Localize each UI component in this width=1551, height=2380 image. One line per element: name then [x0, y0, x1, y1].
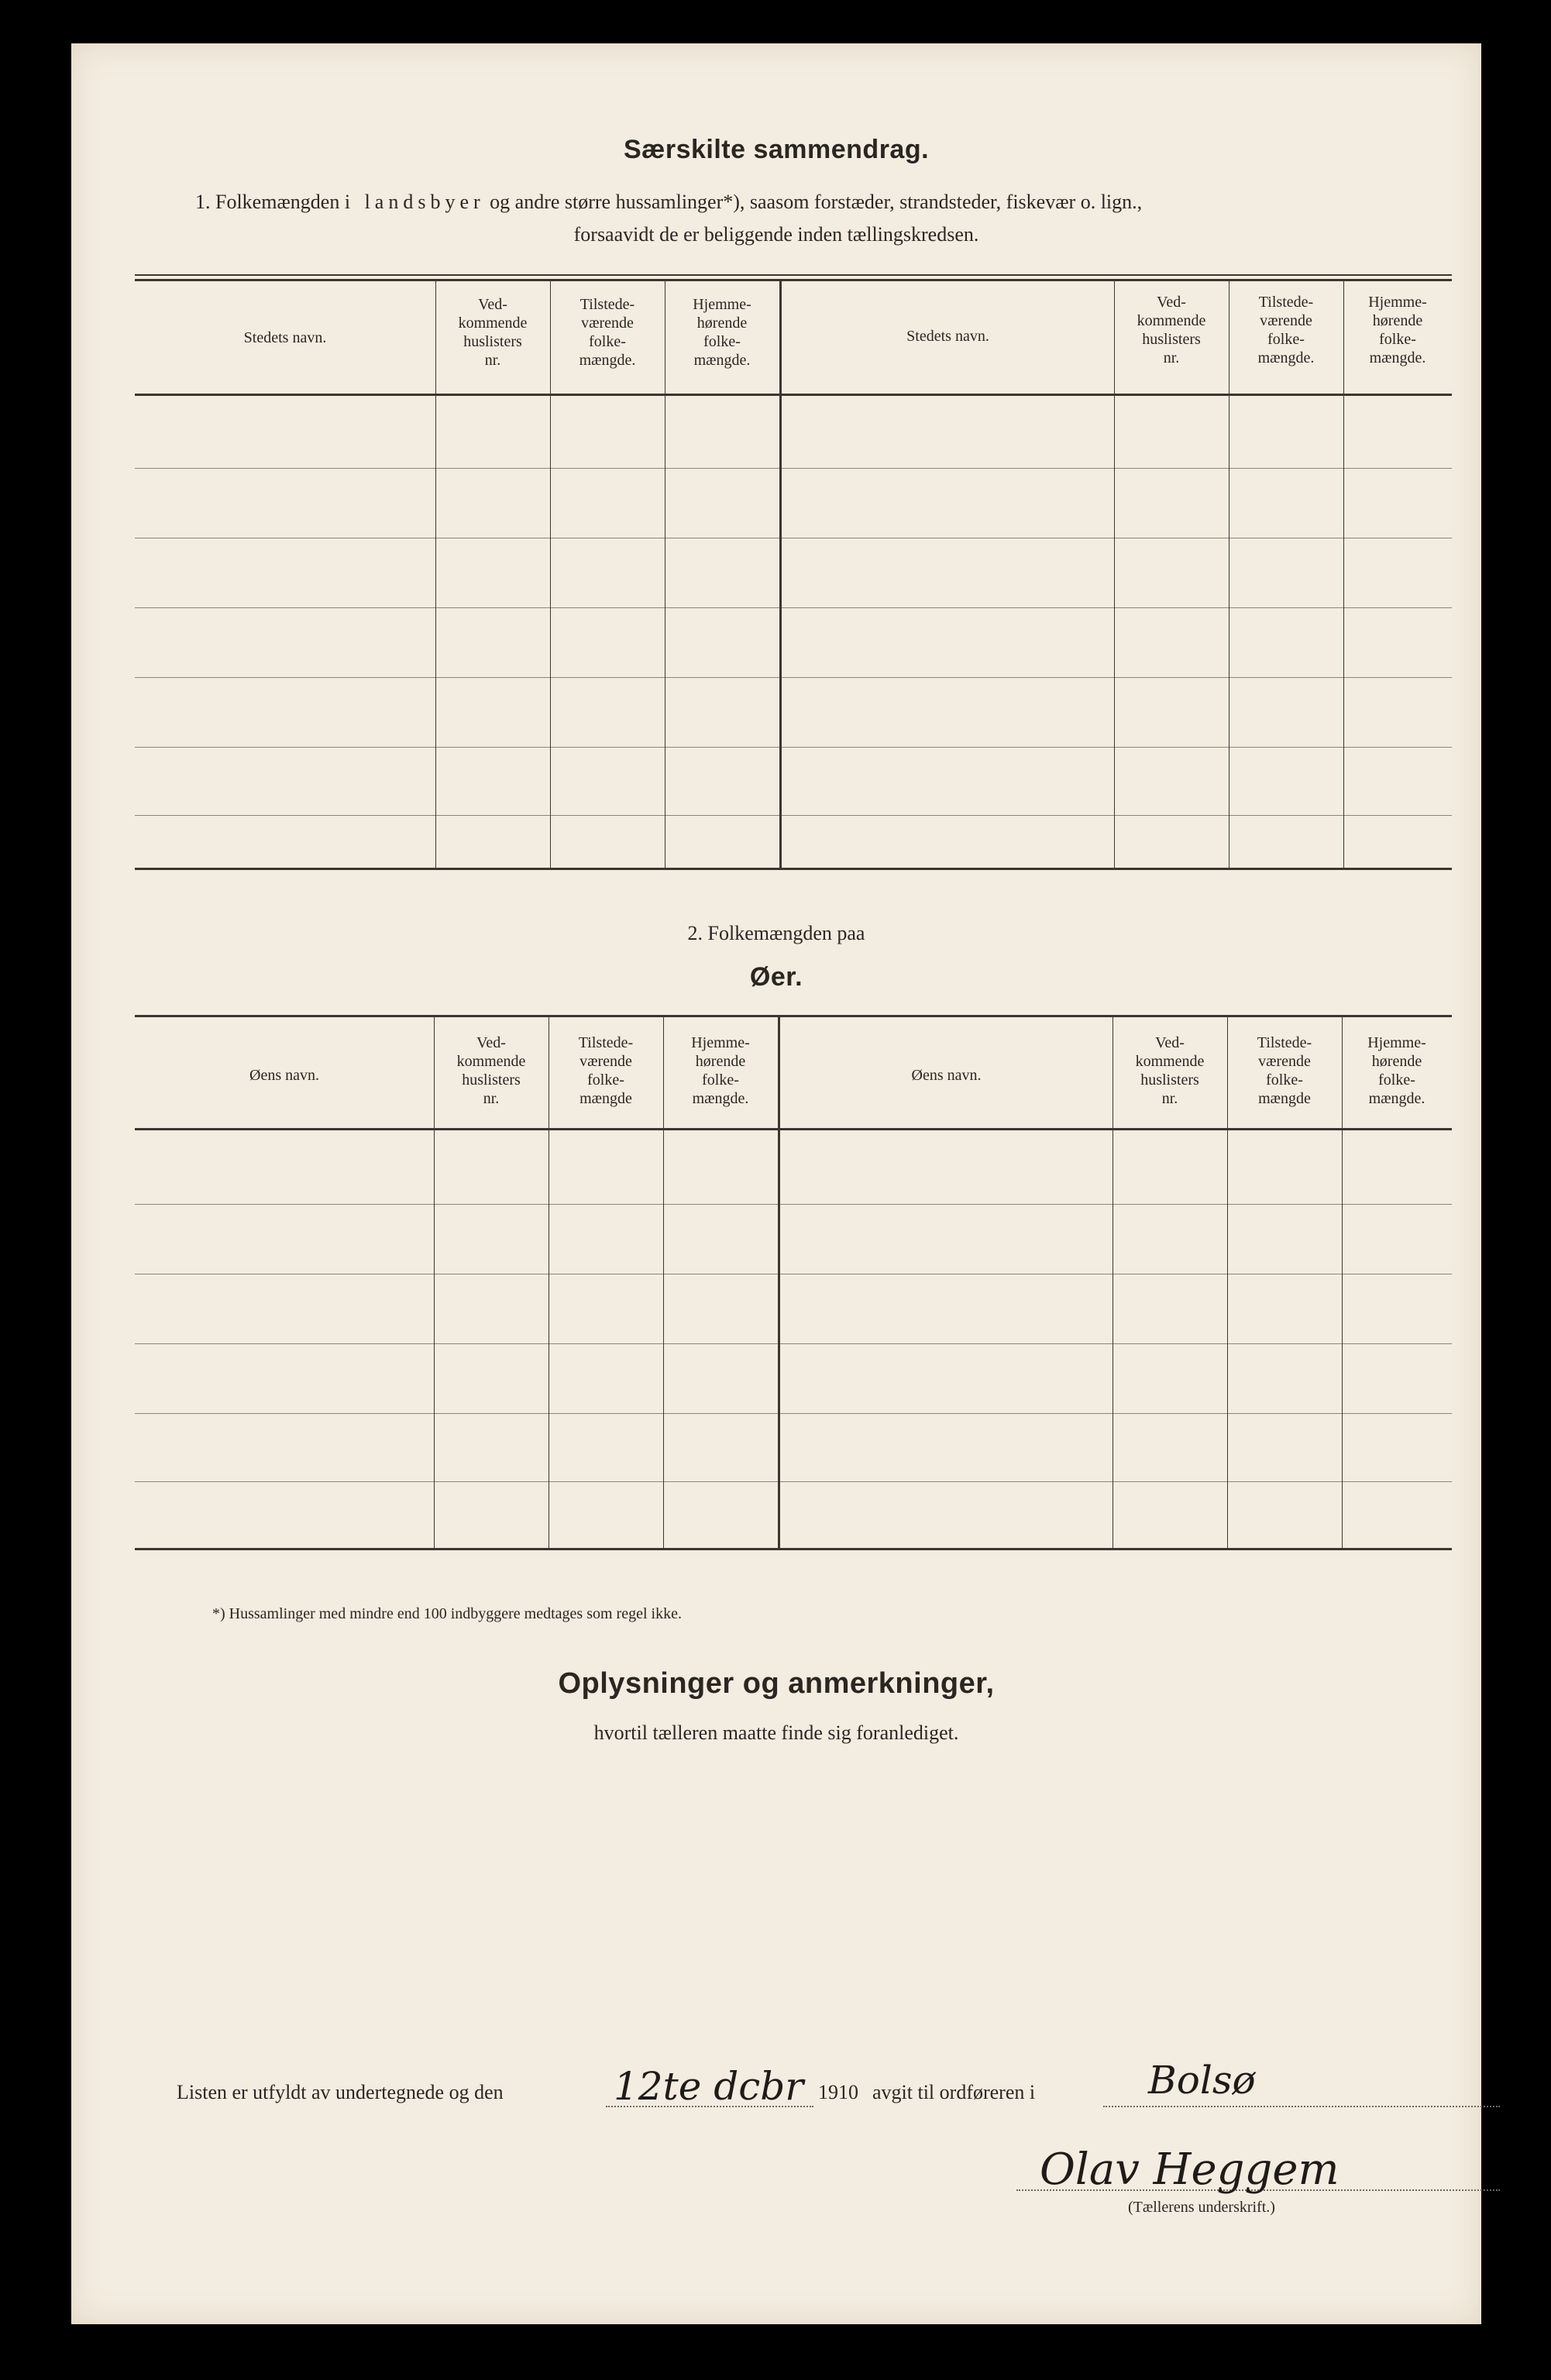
t2-header-oens-navn: Øens navn. — [249, 1067, 319, 1084]
signature-handwritten: Olav Heggem — [1040, 2144, 1340, 2195]
t1-header-huslisters: Ved- kommende huslisters nr. — [458, 296, 528, 369]
t1-header-stedets-navn-2: Stedets navn. — [906, 328, 989, 345]
t2-header-tilstedevaerende: Tilstede- værende folke- mængde — [578, 1034, 634, 1107]
signature-middle: avgit til ordføreren i — [872, 2081, 1036, 2103]
t2-header-oens-navn-2: Øens navn. — [911, 1067, 982, 1084]
section1-text-spaced: i landsbyer — [344, 191, 485, 213]
t1-header-tilstedevaerende-2: Tilstede- værende folke- mængde. — [1257, 294, 1315, 366]
t1-header-stedets-navn: Stedets navn. — [243, 329, 327, 346]
signature-caption: (Tællerens underskrift.) — [1128, 2199, 1275, 2216]
t1-header-tilstedevaerende: Tilstede- værende folke- mængde. — [579, 296, 636, 369]
signature-prefix: Listen er utfyldt av undertegnede og den — [177, 2081, 504, 2103]
section1-number: 1. — [195, 191, 211, 213]
section2-line1: 2. Folkemængden paa — [687, 922, 865, 944]
place-handwritten: Bolsø — [1148, 2058, 1256, 2103]
section1-text — [195, 191, 1466, 214]
t2-header-huslisters: Ved- kommende huslisters nr. — [456, 1034, 526, 1107]
t2-header-hjemmehorende: Hjemme- hørende folke- mængde. — [691, 1034, 750, 1107]
section1-text-b: og andre større hussamlinger*), saasom forstæder, strandsteder, fiskevær o. lign., — [490, 191, 1143, 213]
footnote: *) Hussamlinger med mindre end 100 indbyggere medtages som regel ikke. — [212, 1605, 682, 1622]
signature-year: 1910 — [818, 2081, 858, 2103]
t1-header-hjemmehorende: Hjemme- hørende folke- mængde. — [693, 296, 751, 369]
t1-header-hjemmehorende-2: Hjemme- hørende folke- mængde. — [1368, 294, 1427, 366]
t2-header-huslisters-2: Ved- kommende huslisters nr. — [1135, 1034, 1205, 1107]
t2-header-hjemmehorende-2: Hjemme- hørende folke- mængde. — [1367, 1034, 1426, 1107]
t2-header-tilstedevaerende-2: Tilstede- værende folke- mængde — [1257, 1034, 1312, 1107]
section2-heading: Øer. — [749, 962, 803, 992]
remarks-title: Oplysninger og anmerkninger, — [558, 1667, 995, 1700]
page-title: Særskilte sammendrag. — [623, 135, 930, 164]
section1-text-a: Folkemængden — [215, 191, 340, 213]
date-handwritten: 12te dcbr — [614, 2064, 804, 2109]
section1-line2: forsaavidt de er beliggende inden tællingskredsen. — [573, 223, 979, 246]
remarks-subtitle: hvortil tælleren maatte finde sig foranlediget. — [593, 1721, 959, 1744]
t1-header-huslisters-2: Ved- kommende huslisters nr. — [1137, 294, 1206, 366]
census-form-page — [71, 43, 1481, 2324]
